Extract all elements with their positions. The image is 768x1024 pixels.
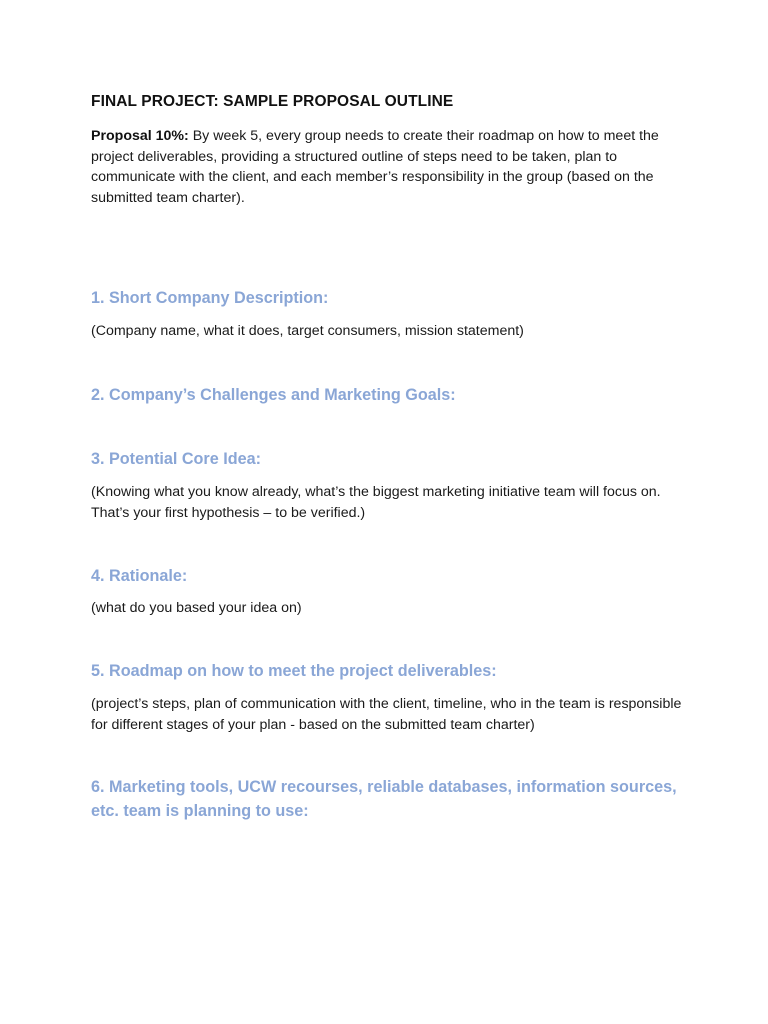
section-1-body: (Company name, what it does, target consumers, mission statement) <box>91 323 524 339</box>
intro-text: By week 5, every group needs to create their roadmap on how to meet the project deliverables, providing a structured outline of steps need to be taken, plan to communicate with the client, and each member’s responsibility in the group (based on the submitted team charter). <box>91 128 659 206</box>
section-2-heading: 2. Company’s Challenges and Marketing Goals: <box>91 386 456 404</box>
section-4-body: (what do you based your idea on) <box>91 600 302 616</box>
intro-paragraph <box>91 126 691 208</box>
section-5-body: (project’s steps, plan of communication with the client, timeline, who in the team is responsible for different stages of your plan - based on the submitted team charter) <box>91 696 682 733</box>
section-6-heading: 6. Marketing tools, UCW recourses, reliable databases, information sources, etc. team is planning to use: <box>91 778 677 820</box>
page-title: FINAL PROJECT: SAMPLE PROPOSAL OUTLINE <box>91 93 454 110</box>
section-5-heading: 5. Roadmap on how to meet the project deliverables: <box>91 662 497 680</box>
section-3-body: (Knowing what you know already, what’s the biggest marketing initiative team will focus on. That’s your first hypothesis – to be verified.) <box>91 484 661 521</box>
section-3-heading: 3. Potential Core Idea: <box>91 450 262 468</box>
section-4-heading: 4. Rationale: <box>91 567 188 585</box>
intro-label: Proposal 10%: <box>91 128 189 144</box>
section-1-heading: 1. Short Company Description: <box>91 289 329 307</box>
